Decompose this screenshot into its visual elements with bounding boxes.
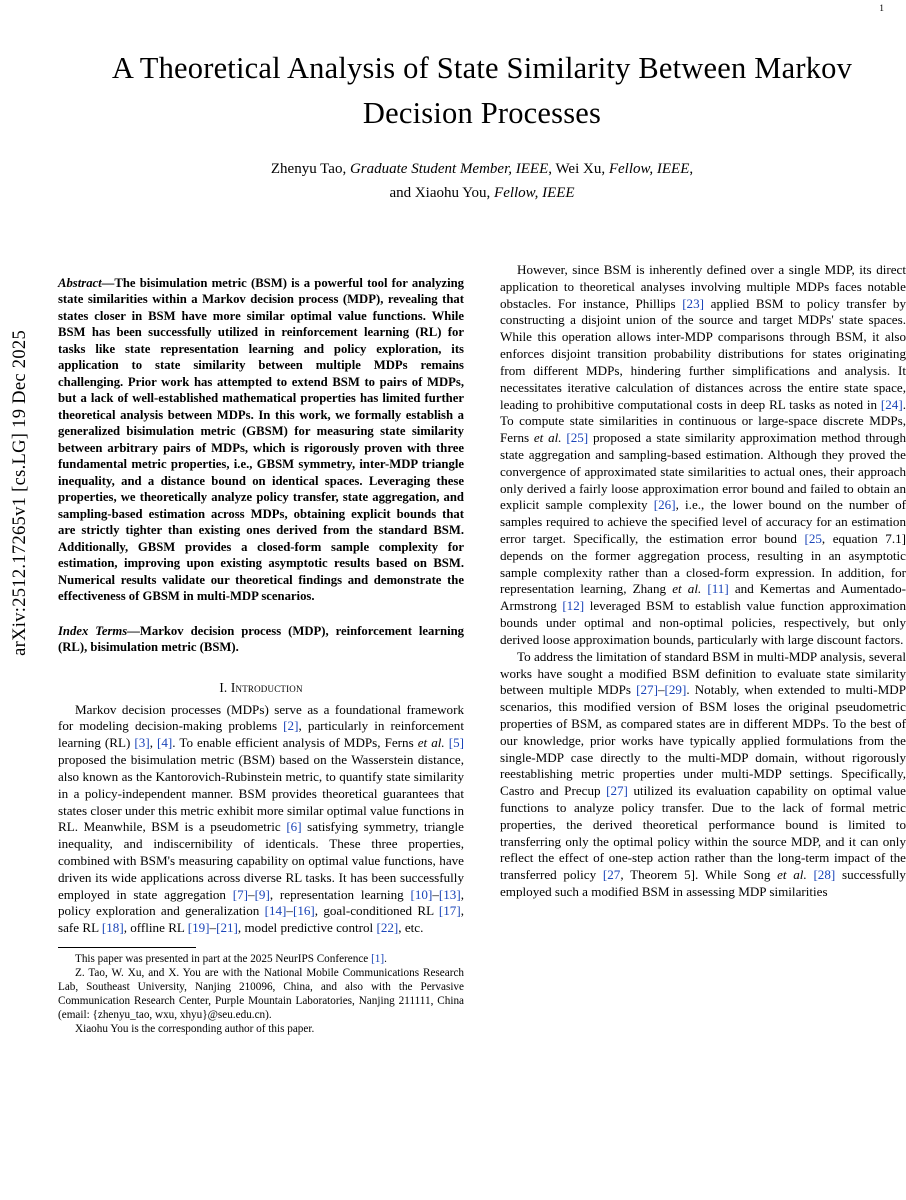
text-run: proposed a state similarity approximation method through state aggregation and sampling-based estimation. Although they proved the convergence of approximated state similarities to actual ones, their approach only derived a fairly loose approximation error bound and failed to obtain an explicit sample complexity <box>500 430 906 513</box>
abstract-text: The bisimulation metric (BSM) is a powerful tool for analyzing state similarities within a Markov decision process (MDP), revealing that states closer in BSM have more similar optimal value functions. While BSM has been successfully utilized in reinforcement learning (RL) for tasks like state representation learning and policy exploration, its application to state similarity between multiple MDPs remains challenging. Prior work has attempted to extend BSM to pairs of MDPs, but a lack of well-established mathematical properties has limited further theoretical analysis between MDPs. In this work, we formally establish a generalized bisimulation metric (GBSM) for measuring state similarity between arbitrary pairs of MDPs, which is rigorously proven with three fundamental metric properties, i.e., GBSM symmetry, inter-MDP triangle inequality, and a distance bound on identical spaces. Leveraging these properties, we theoretically analyze policy transfer, state aggregation, and sampling-based estimation across MDPs, obtaining explicit bounds that are strictly tighter than existing ones derived from the standard BSM. Additionally, GBSM provides a closed-form sample complexity for estimation, improving upon existing asymptotic results based on BSM. Numerical results validate our theoretical findings and demonstrate the effectiveness of GBSM in multi-MDP scenarios. <box>58 275 464 604</box>
footnote-line-3: Xiaohu You is the corresponding author of this paper. <box>75 1023 315 1036</box>
abstract-paragraph <box>58 275 464 605</box>
text-run: – <box>432 886 439 902</box>
citation-link[interactable]: [22] <box>376 920 399 936</box>
intro-paragraph-1 <box>58 702 464 937</box>
author-separator: , Wei Xu, <box>548 161 609 178</box>
text-run: , model predictive control <box>237 920 377 936</box>
text-run: This paper was presented in part at the 2025 NeurIPS Conference <box>75 953 372 966</box>
text-run: , goal-conditioned RL <box>314 903 439 919</box>
author-line-1 <box>58 158 906 181</box>
author-line-2 <box>58 182 906 205</box>
footnote-line-1 <box>58 952 464 966</box>
citation-link[interactable]: [19] <box>187 920 210 936</box>
abstract-lead-in: Abstract— <box>58 275 115 290</box>
citation-link[interactable]: [16] <box>292 903 315 919</box>
author-name-3: and Xiaohu You, <box>389 184 495 201</box>
index-terms-text: Markov decision process (MDP), reinforcement learning (RL), bisimulation metric (BSM). <box>58 623 464 655</box>
text-run: – <box>657 682 665 698</box>
text-run-italic: et al. <box>417 735 445 751</box>
citation-link[interactable]: [10] <box>410 886 433 902</box>
text-run: – <box>286 903 293 919</box>
citation-link[interactable]: [21] <box>216 920 238 936</box>
citation-link[interactable]: [27] <box>606 783 628 799</box>
index-terms-paragraph <box>58 623 464 656</box>
citation-link[interactable]: [24] <box>880 396 903 412</box>
text-run: To address the limitation of standard BSM in multi-MDP analysis, several works have sought a modified BSM definition to evaluate state similarity between multiple MDPs <box>500 648 906 698</box>
author-affiliation-2: Fellow, IEEE <box>608 161 690 178</box>
citation-link[interactable]: [3] <box>134 735 150 751</box>
citation-link[interactable]: [17] <box>438 903 461 919</box>
author-affiliation-1: Graduate Student Member, IEEE <box>349 161 549 178</box>
text-run: leveraged BSM to establish value function approximation bounds under optimal and non-optimal policies, respectively, but only derived loose approximation bounds, particularly with large discount factors. <box>500 598 906 647</box>
citation-link[interactable]: [28] <box>813 867 836 883</box>
citation-link[interactable]: [23] <box>682 295 705 311</box>
text-run: , equation 7.1] depends on the former aggregation process, resulting in an asymptotic sample complexity rather than a closed-form expression. In addition, for representation learning, Zhang <box>500 531 906 597</box>
citation-link[interactable]: [12] <box>562 598 585 614</box>
author-affiliation-3: Fellow, IEEE <box>494 184 575 201</box>
section-heading-introduction: I. Introduction <box>219 679 303 695</box>
text-run: , policy exploration and generalization <box>58 886 464 919</box>
text-run: , i.e., the lower bound on the number of samples required to achieve the specified level of accuracy for an estimation error target. Specifically, the estimation error bound <box>500 497 906 546</box>
citation-link[interactable]: [27 <box>602 867 621 883</box>
citation-link[interactable]: [4] <box>157 735 173 751</box>
citation-link[interactable]: [13] <box>438 886 461 902</box>
text-run-italic: et al. <box>777 867 807 883</box>
footnote-block <box>58 952 464 1036</box>
text-run: utilized its evaluation capability on optimal value functions to analyze policy transfer. Due to the lack of formal metric properties, the derived theoretical performance bound is limited to transferring only the optimal policy within the source MDP, and it can only reflect the effect of one-step action rather than the long-term impact of the transferred policy <box>500 783 906 883</box>
right-paragraph-2 <box>500 649 906 901</box>
footnote-divider <box>58 947 196 948</box>
text-run: . To enable efficient analysis of MDPs, Ferns <box>172 735 418 751</box>
text-run: , etc. <box>398 920 424 936</box>
citation-link[interactable]: [2] <box>283 718 299 734</box>
text-run: and Kemertas and Aumentado-Armstrong <box>500 581 906 614</box>
text-run: applied BSM to policy transfer by constructing a disjoint union of the source and target MDPs' state spaces. While this operation allows inter-MDP comparisons through BSM, it also enforces disjoint transition probability distributions for states originating from different MDPs, hindering further simplifications and analysis. It necessitates iterative calculation of distances across the entire state space, leading to prohibitive computational costs in deep RL tasks as noted in <box>500 295 906 412</box>
text-run: , particularly in reinforcement learning (RL) <box>58 718 464 751</box>
text-run: . Notably, when extended to multi-MDP scenarios, this modified version of BSM loses the original pseudometric properties of BSM, as compared states are in different MDPs. To the best of our knowledge, prior works have typically applied formulations from the single-MDP case directly to the multi-MDP domain, without rigorously reestablishing metric properties under multi-MDP settings. Specifically, Castro and Precup <box>500 682 906 799</box>
citation-link[interactable]: [26] <box>653 497 676 513</box>
text-run: . <box>384 953 387 966</box>
paper-content <box>58 0 906 1200</box>
text-run: , offline RL <box>123 920 188 936</box>
left-column <box>58 262 464 1036</box>
author-list <box>58 158 906 205</box>
text-run: , Theorem 5]. While Song <box>620 867 778 883</box>
right-column <box>500 262 906 1036</box>
citation-link[interactable]: [9] <box>254 886 270 902</box>
text-run-italic: et al. <box>672 581 702 597</box>
author-line-end: , <box>689 161 694 178</box>
citation-link[interactable]: [25] <box>566 430 589 446</box>
page-number: 1 <box>879 4 884 14</box>
citation-link[interactable]: [6] <box>286 819 302 835</box>
citation-link[interactable]: [11] <box>707 581 729 597</box>
citation-link[interactable]: [18] <box>101 920 124 936</box>
citation-link[interactable]: [5] <box>448 735 465 751</box>
citation-link[interactable]: [7] <box>232 886 249 902</box>
right-paragraph-1 <box>500 262 906 649</box>
citation-link[interactable]: [25 <box>804 531 822 546</box>
text-run: , safe RL <box>58 903 464 936</box>
text-run: satisfying symmetry, triangle inequality, and indiscernibility of identicals. These three properties, combined with BSM's measuring capability on optimal value functions, have driven its wide applications across diverse RL tasks. It has been successfully employed in state aggregation <box>58 819 464 902</box>
text-run: successfully employed such a modified BSM in assessing MDP similarities <box>500 867 906 900</box>
text-run: – <box>209 920 217 936</box>
text-run: proposed the bisimulation metric (BSM) based on the Wasserstein distance, also known as the Kantorovich-Rubinstein metric, to quantify state similarity in a policy-independent manner. BSM provides theoretical guarantees that states closer under this metric exhibit more similar optimal value functions in RL. Meanwhile, BSM is a pseudometric <box>58 752 464 835</box>
arxiv-identifier-stamp: arXiv:2512.17265v1 [cs.LG] 19 Dec 2025 <box>10 330 30 656</box>
citation-link[interactable]: [29] <box>664 682 687 698</box>
citation-link[interactable]: [14] <box>264 903 287 919</box>
text-run: . To compute state similarities in continuous or large-space discrete MDPs, Ferns <box>500 396 906 446</box>
text-run-italic: et al. <box>533 430 562 446</box>
page-title: A Theoretical Analysis of State Similarity Between Markov Decision Processes <box>111 51 853 131</box>
text-run: However, since BSM is inherently defined over a single MDP, its direct application to theoretical analyses involving multiple MDPs faces notable obstacles. For instance, Phillips <box>500 262 906 311</box>
footnote-line-2: Z. Tao, W. Xu, and X. You are with the National Mobile Communications Research Lab, Southeast University, Nanjing 210096, China, and also with the Pervasive Communication Research Center, Purple Mountain Laboratories, Nanjing 211111, China (email: {zhenyu_tao, wxu, xhyu}@seu.edu.cn). <box>58 967 464 1022</box>
index-terms-lead-in: Index Terms— <box>58 623 140 638</box>
text-run: , <box>149 735 158 751</box>
text-run: – <box>248 886 255 902</box>
text-run: Markov decision processes (MDPs) serve as a foundational framework for modeling decision-making problems <box>58 701 464 734</box>
author-name-1: Zhenyu Tao, <box>270 161 350 178</box>
two-column-body <box>58 262 906 1036</box>
citation-link[interactable]: [1] <box>371 953 385 966</box>
text-run: , representation learning <box>269 886 411 902</box>
citation-link[interactable]: [27] <box>636 682 658 698</box>
